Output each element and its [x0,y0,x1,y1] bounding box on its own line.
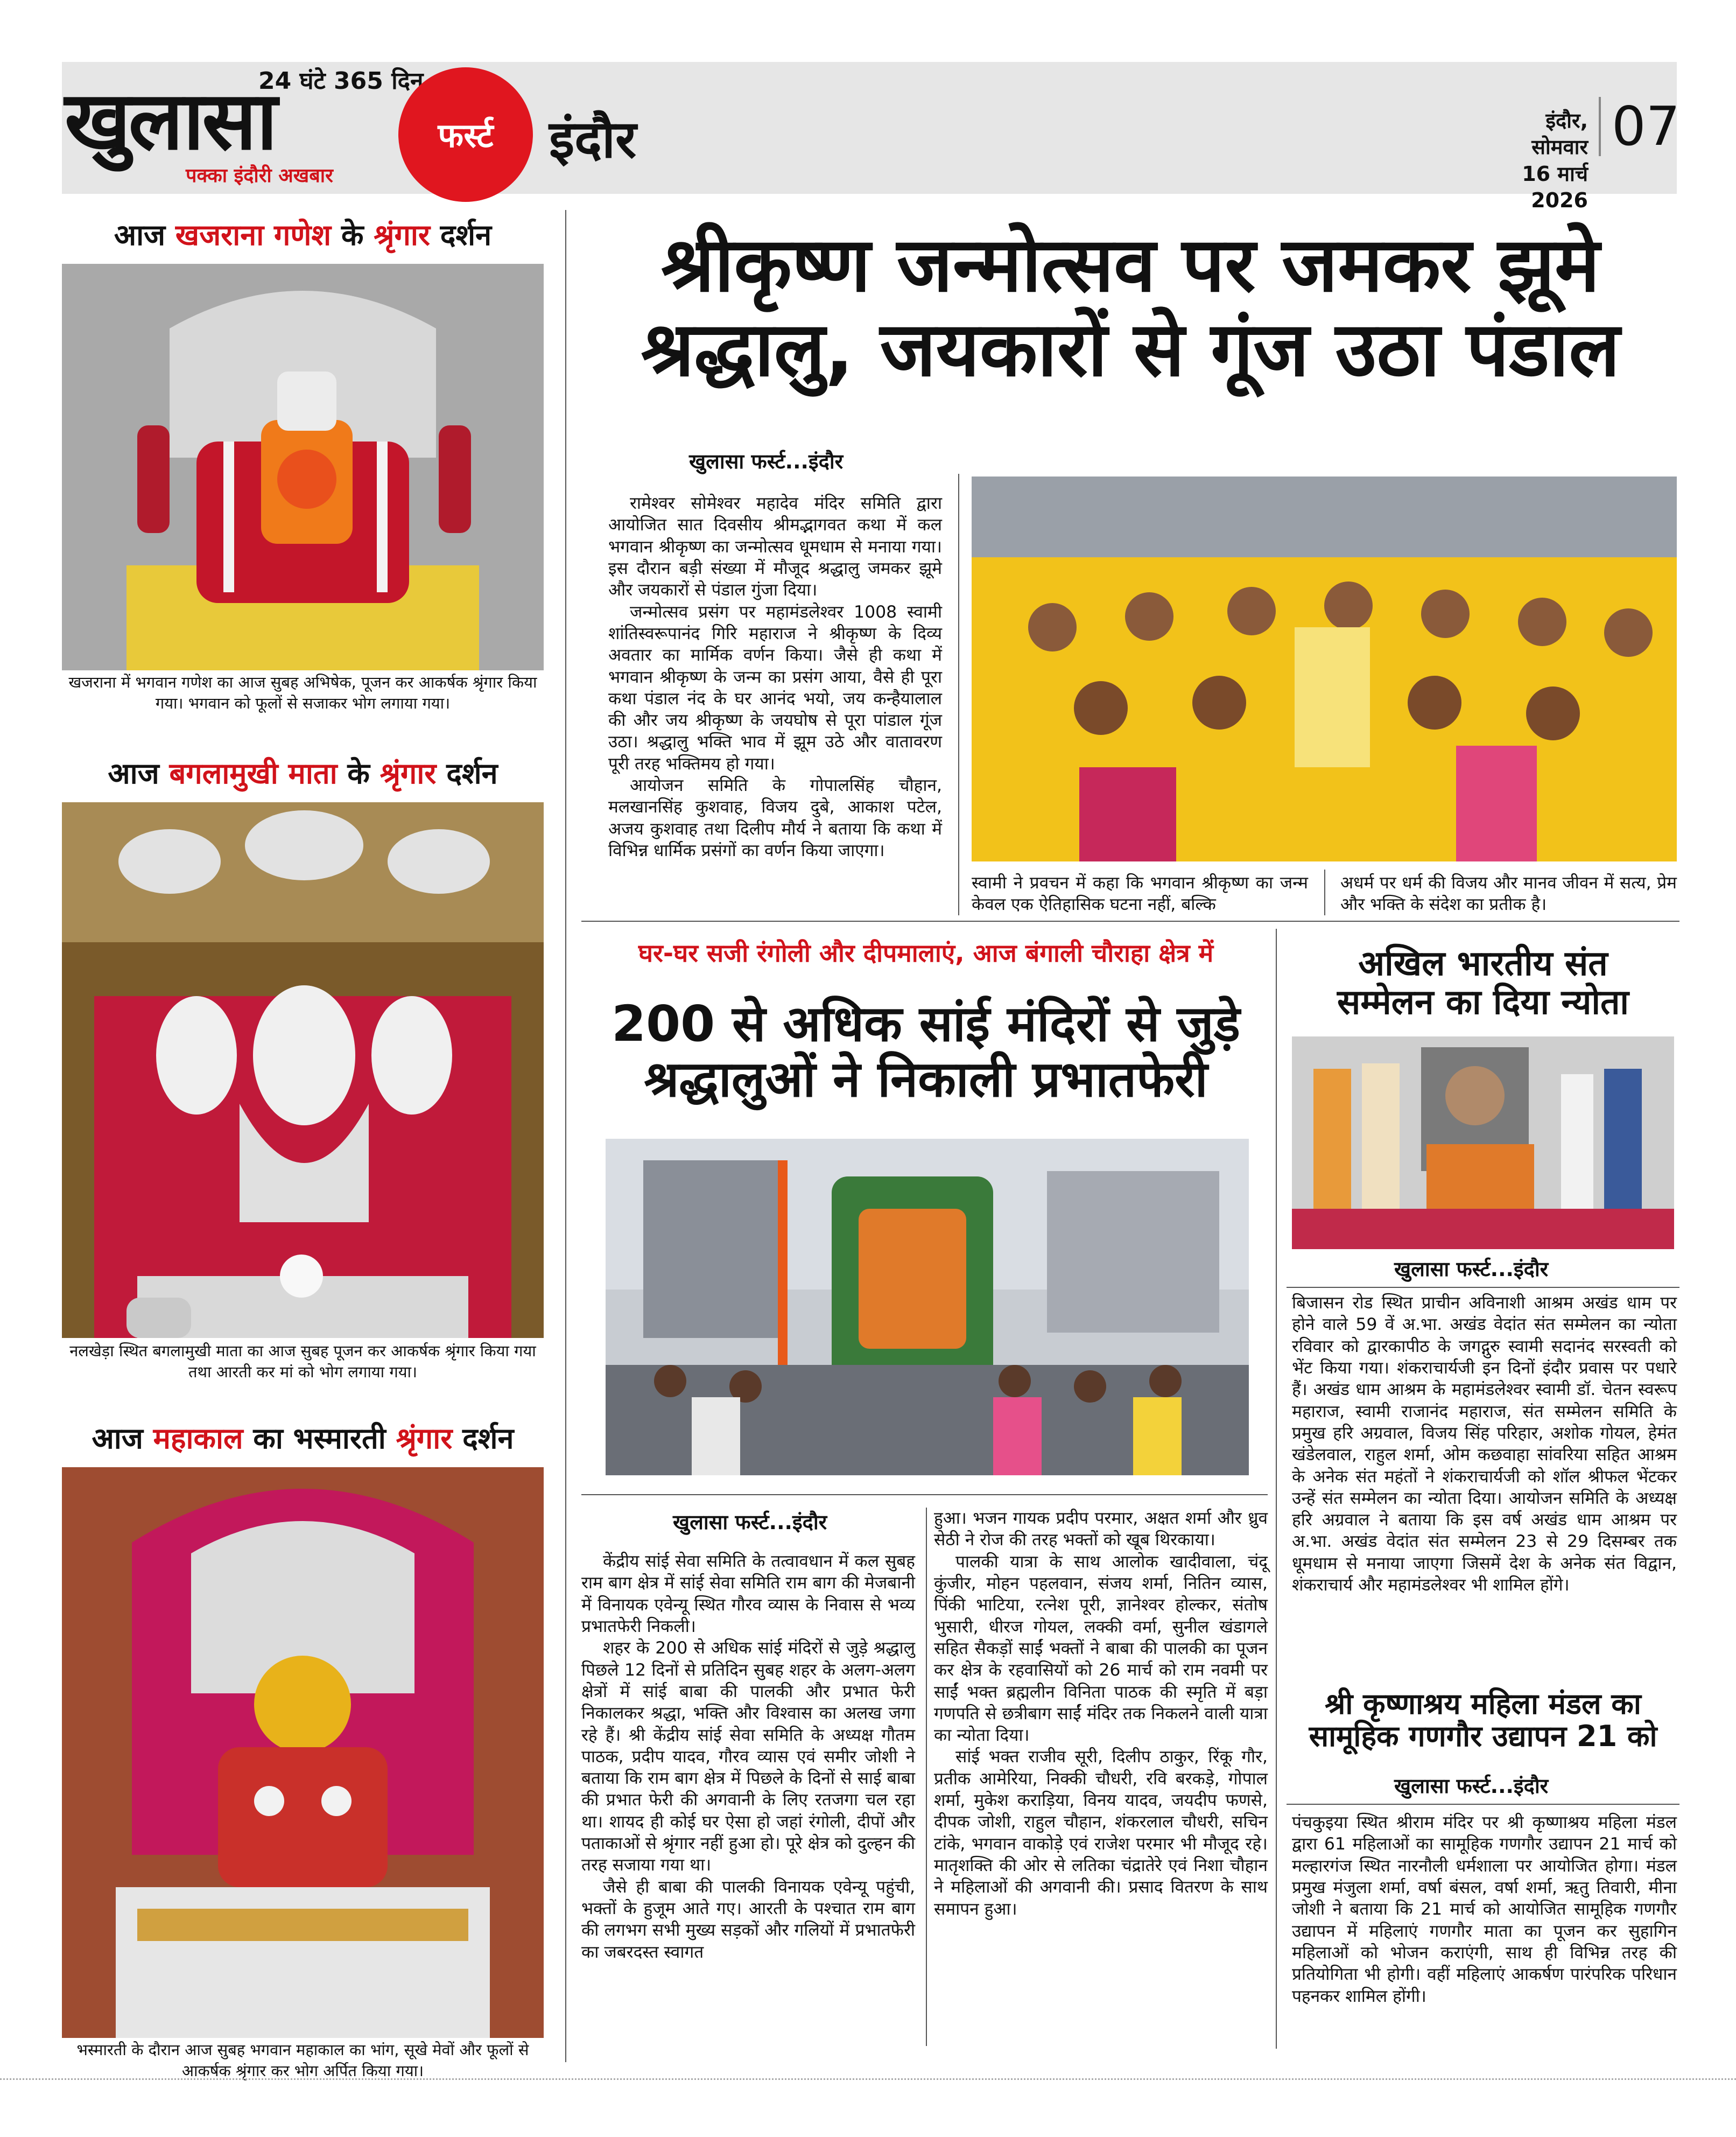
column-divider [565,210,566,2062]
baglamukhi-caption: नलखेड़ा स्थित बगलामुखी माता का आज सुबह पूजन कर आकर्षक श्रृंगार किया गया तथा आरती कर मां को भोग लगाया गया। [69,1342,536,1382]
gangaur-headline-line-1: श्री कृष्णाश्रय महिला मंडल का [1325,1687,1641,1721]
date-line-1: इंदौर, सोमवार [1531,109,1588,159]
sant-headline-line-2: सम्मेलन का दिया न्योता [1337,982,1629,1022]
main-continuation-right: अधर्म पर धर्म की विजय और मानव जीवन में सत्य, प्रेम और भक्ति के संदेश का प्रतीक है। [1340,873,1677,915]
heading-text: आज [108,756,170,790]
heading-red-text: खजराना गणेश [175,218,332,252]
sai-headline-line-1: 200 से अधिक सांई मंदिरों से जुड़े [612,995,1240,1053]
prabhatferi-photo [606,1139,1249,1475]
heading-text: आज [114,218,175,252]
mahakal-photo [62,1467,544,2038]
sai-col-1 [581,1551,915,1963]
paragraph: जन्मोत्सव प्रसंग पर महामंडलेश्वर 1008 स्वामी शांतिस्वरूपानंद गिरि महाराज ने श्रीकृष्ण के दिव्य अवतार का मार्मिक वर्णन किया। जैसे ही कथा में भगवान श्रीकृष्ण के जन्म का प्रसंग आया, वैसे ही पूरा कथा पंडाल नंद के घर आनंद भयो, जय कन्हैयालाल की और जय श्रीकृष्ण के जयघोष से पूरा पांडाल गूंज उठा। श्रद्धालु भक्ति भाव में झूम उठे और वातावरण पूरी तरह भक्तिमय हो गया। [608,602,942,774]
heading-text: आज [92,1421,153,1455]
main-byline: खुलासा फर्स्ट...इंदौर [689,450,844,473]
heading-text: के [331,218,374,252]
section-divider [1287,1804,1679,1805]
heading-red-text: श्रृंगार [396,1421,453,1455]
heading-text: दर्शन [430,218,492,252]
heading-text: दर्शन [436,756,498,790]
column-divider [958,474,959,915]
masthead-logo-subtitle: पक्का इंदौरी अखबार [186,165,333,187]
edition-name: इंदौर [549,109,637,170]
paragraph: रामेश्वर सोमेश्वर महादेव मंदिर समिति द्वारा आयोजित सात दिवसीय श्रीमद्भागवत कथा में कल भगवान श्रीकृष्ण का जन्मोत्सव धूमधाम से मनाया गया। इस दौरान बड़ी संख्या में मौजूद श्रद्धालु जमकर झूमे और जयकारों से पंडाल गुंजा दिया। [608,494,942,600]
heading-red-text: श्रृंगार [379,756,437,790]
main-story-body [608,493,942,861]
sai-headline-line-2: श्रद्धालुओं ने निकाली प्रभातफेरी [644,1050,1208,1109]
khajrana-ganesh-photo [62,264,544,670]
heading-text: दर्शन [452,1421,514,1455]
logo-badge-text: फर्स्ट [438,116,494,155]
masthead-logo-badge [398,67,533,202]
baglamukhi-mata-photo [62,802,544,1338]
section-divider [1287,1287,1679,1288]
paragraph: शहर के 200 से अधिक सांई मंदिरों से जुड़े श्रद्धालु पिछले 12 दिनों से प्रतिदिन सुबह शहर के अलग-अलग क्षेत्रों में सांई बाबा की पालकी और प्रभात फेरी निकालकर श्रद्धा, भक्ति और विश्वास का अलख जगा रहे हैं। श्री केंद्रीय सांई सेवा समिति के अध्यक्ष गौतम पाठक, प्रदीप यादव, गौरव व्यास एवं समीर जोशी ने बताया कि राम बाग क्षेत्र में पिछले के दिनों से साई बाबा की प्रभात फेरी की अगवानी के लिए रतजगा चल रहा था। शायद ही कोई घर ऐसा हो जहां रंगोली, दीपों और पताकाओं से श्रृंगार नहीं हुआ हो। पूरे क्षेत्र को दुल्हन की तरह सजाया गया था। [581,1638,915,1875]
sant-byline: खुलासा फर्स्ट...इंदौर [1394,1257,1549,1281]
sai-kicker: घर-घर सजी रंगोली और दीपमालाएं, आज बंगाली चौराहा क्षेत्र में [638,938,1214,968]
khajrana-heading [62,218,544,253]
gangaur-byline: खुलासा फर्स्ट...इंदौर [1394,1774,1549,1798]
heading-red-text: महाकाल [153,1421,243,1455]
sai-col-2 [934,1508,1268,1920]
main-headline-line-2: श्रद्धालु, जयकारों से गूंज उठा पंडाल [641,305,1620,394]
heading-red-text: बगलामुखी माता [169,756,338,790]
section-divider [581,921,1679,922]
section-divider [581,1494,1268,1495]
column-divider [926,1508,927,2046]
gangaur-headline [1287,1688,1679,1753]
paragraph: पालकी यात्रा के साथ आलोक खादीवाला, चंदू कुंजीर, मोहन पहलवान, संजय शर्मा, नितिन व्यास, पिंकी भाटिया, रत्नेश पूरी, ज्ञानेश्वर होल्कर, संतोष भुसारी, धीरज गोयल, लक्की वर्मा, सुनील खंडागले सहित सैकड़ों साईं भक्तों ने बाबा की पालकी का पूजन कर क्षेत्र के रहवासियों को 26 मार्च को राम नवमी पर साईं भक्त ब्रह्मलीन विनिता पाठक की स्मृति में बड़ा गणपति से छत्रीबाग साईं मंदिर तक निकलने वाली यात्रा का न्योता दिया। [934,1552,1268,1746]
date-block [1491,108,1588,214]
paragraph: जैसे ही बाबा की पालकी विनायक एवेन्यू पहुंची, भक्तों के हुजूम आते गए। आरती के पश्चात राम बाग की लगभग सभी मुख्य सड़कों और गलियों में प्रभातफेरी का जबरदस्त स्वागत [581,1877,915,1962]
heading-text: के [337,756,380,790]
paragraph: केंद्रीय सांई सेवा समिति के तत्वावधान में कल सुबह राम बाग क्षेत्र में सांई सेवा समिति राम बाग की मेजबानी में विनायक एवेन्यू स्थित गौरव व्यास के निवास से भव्य प्रभातफेरी निकली। [581,1552,915,1636]
paragraph: हुआ। भजन गायक प्रदीप परमार, अक्षत शर्मा और ध्रुव सेठी ने रोज की तरह भक्तों को खूब थिरकाया। [934,1509,1268,1550]
main-headline-line-1: श्रीकृष्ण जन्मोत्सव पर जमकर झूमे [661,221,1600,309]
khajrana-caption: खजराना में भगवान गणेश का आज सुबह अभिषेक, पूजन कर आकर्षक श्रृंगार किया गया। भगवान को फूलों से सजाकर भोग लगाया गया। [68,673,537,713]
heading-red-text: श्रृंगार [374,218,430,252]
sai-headline [592,996,1260,1107]
column-divider [1324,870,1325,915]
page-number: 07 [1599,97,1680,156]
gangaur-headline-line-2: सामूहिक गणगौर उद्यापन 21 को [1309,1719,1657,1754]
paragraph: आयोजन समिति के गोपालसिंह चौहान, मलखानसिंह कुशवाह, विजय दुबे, आकाश पटेल, अजय कुशवाह तथा दिलीप मौर्य ने बताया कि कथा में विभिन्न धार्मिक प्रसंगों का वर्णन किया जाएगा। [608,776,942,860]
main-continuation-left: स्वामी ने प्रवचन में कहा कि भगवान श्रीकृष्ण का जन्म केवल एक ऐतिहासिक घटना नहीं, बल्कि [972,873,1308,915]
date-line-2: 16 मार्च 2026 [1522,162,1588,213]
janmotsav-crowd-photo [972,477,1677,861]
masthead-logo-text: खुलासा [65,74,276,168]
sant-story-body: बिजासन रोड स्थित प्राचीन अविनाशी आश्रम अखंड धाम पर होने वाले 59 वें अ.भा. अखंड वेदांत संत सम्मेलन का न्योता रविवार को द्वारकापीठ के जगद्गुरु स्वामी सदानंद सरस्वती को भेंट किया गया। शंकराचार्यजी इन दिनों इंदौर प्रवास पर पधारे हैं। अखंड धाम आश्रम के महामंडलेश्वर स्वामी डॉ. चेतन स्वरूप महाराज, स्वामी राजानंद महाराज, संत सम्मेलन समिति के प्रमुख हरि अग्रवाल, विजय सिंह परिहार, अशोक गोयल, हेमंत खंडेलवाल, राहुल शर्मा, ओम कछवाहा सांवरिया सहित आश्रम के अनेक संत महंतों ने शंकराचार्यजी को शॉल श्रीफल भेंटकर उन्हें संत सम्मेलन का न्योता दिया। आयोजन समिति के अध्यक्ष हरि अग्रवाल ने बताया कि इस वर्ष अखंड धाम आश्रम पर अ.भा. अखंड वेदांत संत सम्मेलन 23 से 29 दिसम्बर तक धूमधाम से मनाया जाएगा जिसमें देश के अनेक संत विद्वान, शंकराचार्य और महामंडलेश्वर भी शामिल होंगे। [1292,1293,1677,1595]
masthead-tagline: 24 घंटे 365 दिन [258,67,424,95]
sant-sammelan-photo [1292,1036,1674,1249]
paragraph: सांई भक्त राजीव सूरी, दिलीप ठाकुर, रिंकू गौर, प्रतीक आमेरिया, निक्की चौधरी, रवि बरकड़े, गोपाल शर्मा, मुकेश कराड़िया, विनय यादव, जयदीप फणसे, दीपक जोशी, राहुल चौहान, शंकरलाल चौधरी, सचिन टांके, भगवान वाकोड़े एवं राजेश परमार भी मौजूद रहे। मातृशक्ति की ओर से लतिका चंद्रातेरे एवं निशा चौहान ने महिलाओं की अगवानी की। प्रसाद वितरण के साथ समापन हुआ। [934,1747,1268,1919]
main-headline [581,223,1679,393]
sant-headline [1287,945,1679,1022]
page-bottom-rule [0,2078,1736,2080]
gangaur-story-body: पंचकुइया स्थित श्रीराम मंदिर पर श्री कृष्णाश्रय महिला मंडल द्वारा 61 महिलाओं का सामूहिक गणगौर उद्यापन 21 मार्च को मल्हारगंज स्थित नारनौली धर्मशाला पर आयोजित होगा। मंडल प्रमुख मंजुला शर्मा, वर्षा बंसल, वर्षा शर्मा, ऋतु तिवारी, मीना जोशी ने बताया कि 21 मार्च को आयोजित सामूहिक गणगौर उद्यापन में महिलाएं गणगौर माता का पूजन कर सुहागिन महिलाओं को भोजन कराएंगी, साथ ही विभिन्न तरह की प्रतियोगिता भी होगी। वहीं महिलाएं आकर्षण पारंपरिक परिधान पहनकर शामिल होंगी। [1292,1813,1677,2006]
mahakal-heading [62,1421,544,1456]
heading-text: का भस्मारती [243,1421,396,1455]
baglamukhi-heading [62,756,544,791]
column-divider [1276,929,1277,2049]
sai-byline: खुलासा फर्स्ट...इंदौर [673,1510,827,1534]
sant-headline-line-1: अखिल भारतीय संत [1358,944,1608,984]
mahakal-caption: भस्मारती के दौरान आज सुबह भगवान महाकाल का भांग, सूखे मेवों और फूलों से आकर्षक श्रृंगार कर भोग अर्पित किया गया। [76,2041,529,2080]
